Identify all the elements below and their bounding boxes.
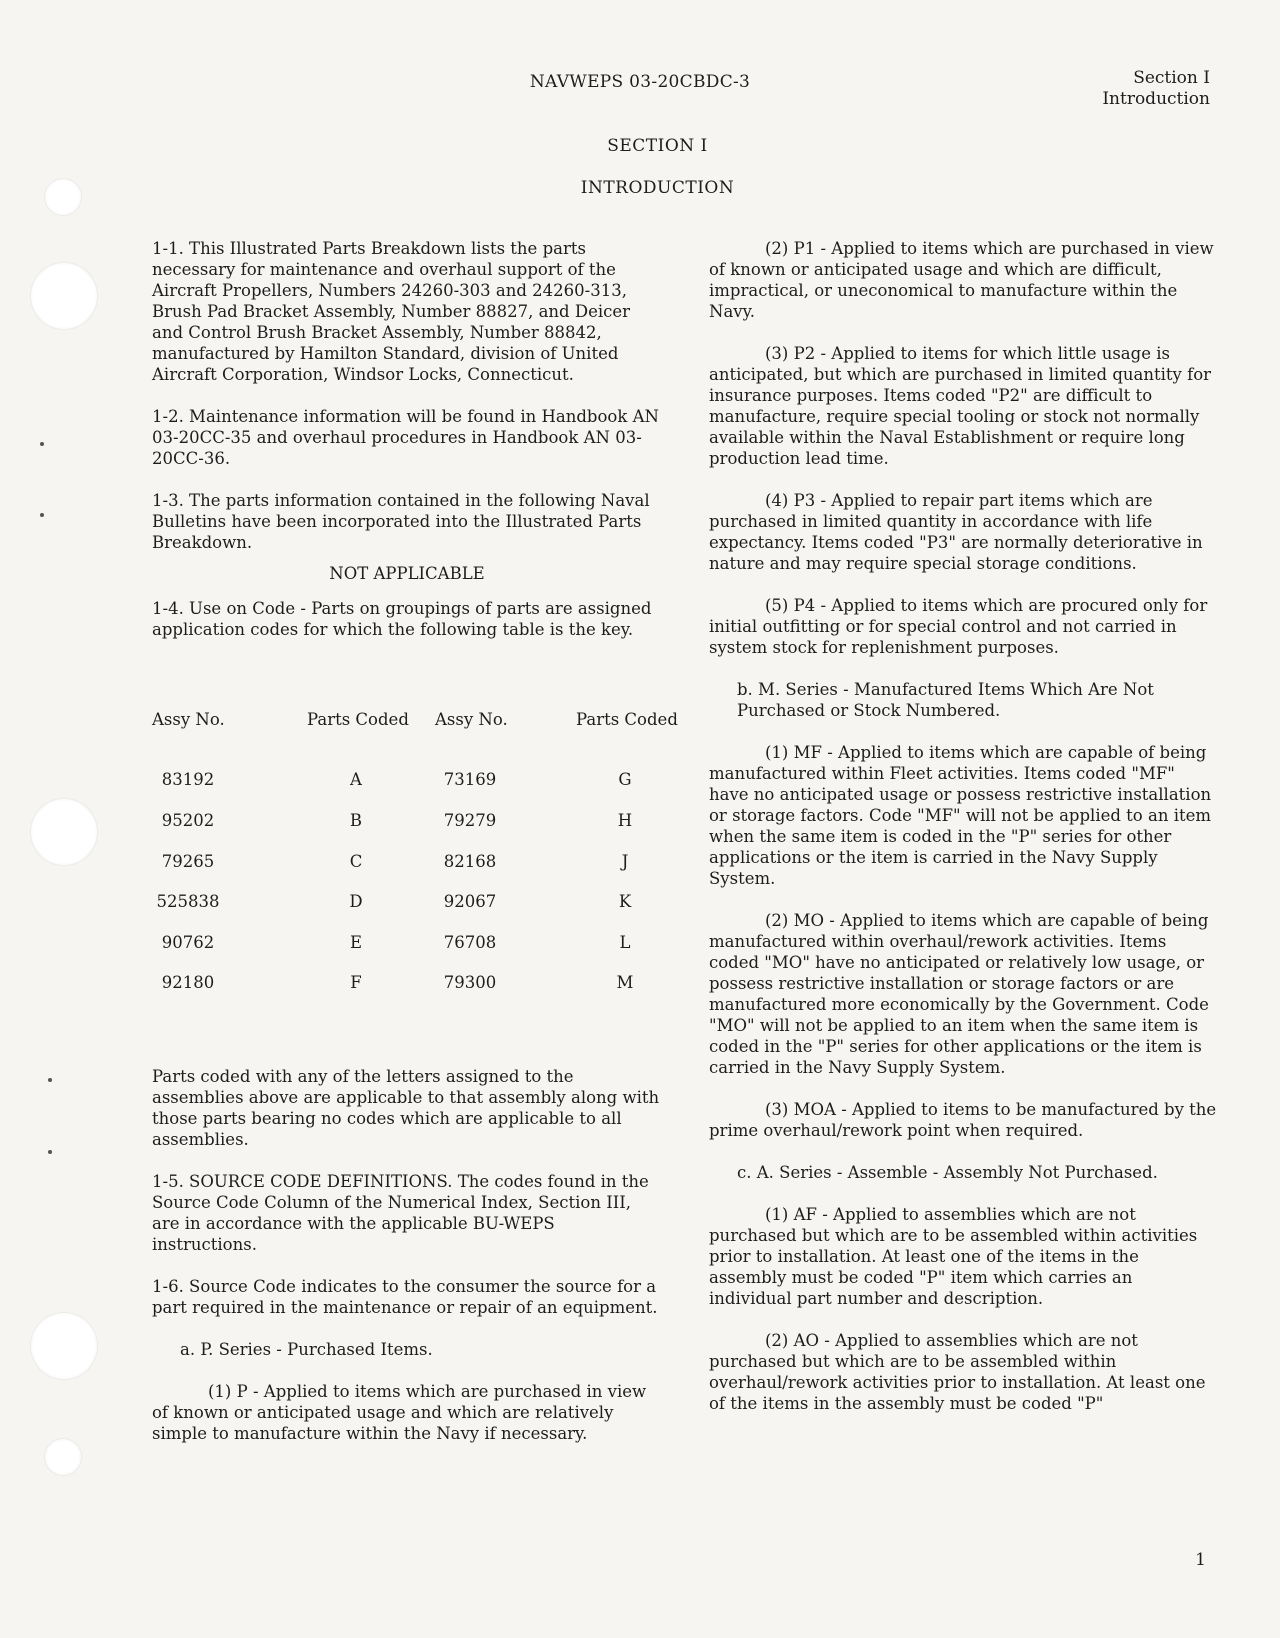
paragraph-c-1: (1) AF - Applied to assemblies which are not purchased but which are to be assembled within activities prior to installation. At least one of the items in the assembly must be coded "P" item which carries an individual part number and description. <box>709 1205 1198 1308</box>
table-row <box>152 892 712 933</box>
binder-hole <box>30 798 98 866</box>
section-heading: INTRODUCTION <box>580 178 735 198</box>
paragraph-b-2: (2) MO - Applied to items which are capable of being manufactured within overhaul/rework activities. Items coded "MO" have no anticipated or relatively low usage, or possess restrictive installation or storage factors or are manufactured more economically by the Government. Code "MO" will not be applied to an item when the same item is coded in the "P" series for other applications or the item is carried in the Navy Supply System. <box>709 911 1209 1077</box>
table-row <box>152 811 712 852</box>
table-header: Parts Coded <box>576 710 678 729</box>
paragraph-1-5: 1-5. SOURCE CODE DEFINITIONS. The codes found in the Source Code Column of the Numerical Index, Section III, are in accordance with the applicable BU-WEPS instructions. <box>152 1172 649 1254</box>
binder-hole <box>30 1312 98 1380</box>
use-on-code-table <box>152 708 712 1014</box>
table-cell: 92180 <box>161 973 215 992</box>
header-section-title: Introduction <box>1102 89 1210 109</box>
table-cell: 92067 <box>443 892 497 911</box>
running-header-section <box>1102 68 1210 110</box>
table-cell: A <box>350 770 362 789</box>
paragraph-1-3: 1-3. The parts information contained in the following Naval Bulletins have been incorporated into the Illustrated Parts Breakdown. <box>152 491 650 552</box>
table-cell: B <box>349 811 363 830</box>
paragraph-c-2: (2) AO - Applied to assemblies which are not purchased but which are to be assembled within overhaul/rework activities prior to installation. At least one of the items in the assembly must be coded "P" <box>709 1331 1206 1413</box>
table-cell: J <box>621 852 629 871</box>
left-column <box>152 238 662 661</box>
paragraph-a-1: (1) P - Applied to items which are purchased in view of known or anticipated usage and which are relatively simple to manufacture within the Navy if necessary. <box>152 1382 647 1443</box>
table-header: Assy No. <box>152 710 225 729</box>
table-cell: F <box>350 973 362 992</box>
table-cell: H <box>617 811 633 830</box>
binder-hole <box>30 262 98 330</box>
table-cell: D <box>349 892 363 911</box>
table-cell: 95202 <box>161 811 215 830</box>
table-cell: L <box>619 933 631 952</box>
table-row <box>152 770 712 811</box>
table-cell: 79279 <box>443 811 497 830</box>
paragraph-a-3: (3) P2 - Applied to items for which little usage is anticipated, but which are purchased in limited quantity for insurance purposes. Items coded "P2" are difficult to manufacture, require special tooling or stock not normally available within the Naval Establishment or require long production lead time. <box>709 344 1212 468</box>
left-column-lower <box>152 1066 662 1465</box>
paragraph-1-1: 1-1. This Illustrated Parts Breakdown lists the parts necessary for maintenance and overhaul support of the Aircraft Propellers, Numbers 24260-303 and 24260-313, Brush Pad Bracket Assembly, Number 88827, and Deicer and Control Brush Bracket Assembly, Number 88842, manufactured by Hamilton Standard, division of United Aircraft Corporation, Windsor Locks, Connecticut. <box>152 239 631 384</box>
table-row <box>152 852 712 892</box>
table-cell: 79300 <box>443 973 497 992</box>
table-cell: E <box>349 933 363 952</box>
table-cell: C <box>349 852 363 871</box>
table-cell: 90762 <box>161 933 215 952</box>
paragraph-b: b. M. Series - Manufactured Items Which Are Not Purchased or Stock Numbered. <box>737 680 1154 720</box>
table-row <box>152 933 712 973</box>
table-cell: 83192 <box>161 770 215 789</box>
paragraph-a: a. P. Series - Purchased Items. <box>180 1340 433 1359</box>
table-cell: M <box>616 973 634 992</box>
table-header-row <box>152 708 712 748</box>
page-number: 1 <box>1195 1550 1206 1570</box>
scan-speck <box>40 442 44 446</box>
not-applicable-label: NOT APPLICABLE <box>329 564 485 583</box>
paragraph-b-3: (3) MOA - Applied to items to be manufactured by the prime overhaul/rework point when required. <box>709 1100 1217 1140</box>
table-cell: 76708 <box>443 933 497 952</box>
table-cell: K <box>618 892 632 911</box>
section-title: SECTION I <box>607 136 708 156</box>
scan-speck <box>48 1078 52 1082</box>
paragraph-a-2: (2) P1 - Applied to items which are purchased in view of known or anticipated usage and which are difficult, impractical, or uneconomical to manufacture within the Navy. <box>709 239 1214 321</box>
header-section-label: Section I <box>1133 68 1210 88</box>
paragraph-a-5: (5) P4 - Applied to items which are procured only for initial outfitting or for special control and not carried in system stock for replenishment purposes. <box>709 596 1208 657</box>
paragraph-after-table: Parts coded with any of the letters assigned to the assemblies above are applicable to that assembly along with those parts bearing no codes which are applicable to all assemblies. <box>152 1067 660 1149</box>
paragraph-b-1: (1) MF - Applied to items which are capable of being manufactured within Fleet activities. Items coded "MF" have no anticipated usage or possess restrictive installation or storage factors. Code "MF" will not be applied to an item when the same item is coded in the "P" series for other applications or the item is carried in the Navy Supply System. <box>709 743 1212 888</box>
scan-speck <box>48 1150 52 1154</box>
table-header: Assy No. <box>435 710 508 729</box>
paragraph-c: c. A. Series - Assemble - Assembly Not Purchased. <box>737 1163 1158 1182</box>
paragraph-1-4: 1-4. Use on Code - Parts on groupings of parts are assigned application codes for which the following table is the key. <box>152 599 652 639</box>
table-cell: 73169 <box>443 770 497 789</box>
binder-hole <box>44 1438 82 1476</box>
table-row <box>152 973 712 1014</box>
table-header: Parts Coded <box>307 710 409 729</box>
table-cell: G <box>618 770 632 789</box>
table-cell: 525838 <box>156 892 220 911</box>
right-column <box>709 238 1219 1435</box>
scan-speck <box>40 513 44 517</box>
table-cell: 79265 <box>161 852 215 871</box>
document-number: NAVWEPS 03-20CBDC-3 <box>529 72 751 92</box>
paragraph-1-2: 1-2. Maintenance information will be found in Handbook AN 03-20CC-35 and overhaul procedures in Handbook AN 03-20CC-36. <box>152 407 659 468</box>
paragraph-1-6: 1-6. Source Code indicates to the consumer the source for a part required in the maintenance or repair of an equipment. <box>152 1277 658 1317</box>
paragraph-a-4: (4) P3 - Applied to repair part items which are purchased in limited quantity in accordance with life expectancy. Items coded "P3" are normally deteriorative in nature and may require special storage conditions. <box>709 491 1203 573</box>
table-cell: 82168 <box>443 852 497 871</box>
